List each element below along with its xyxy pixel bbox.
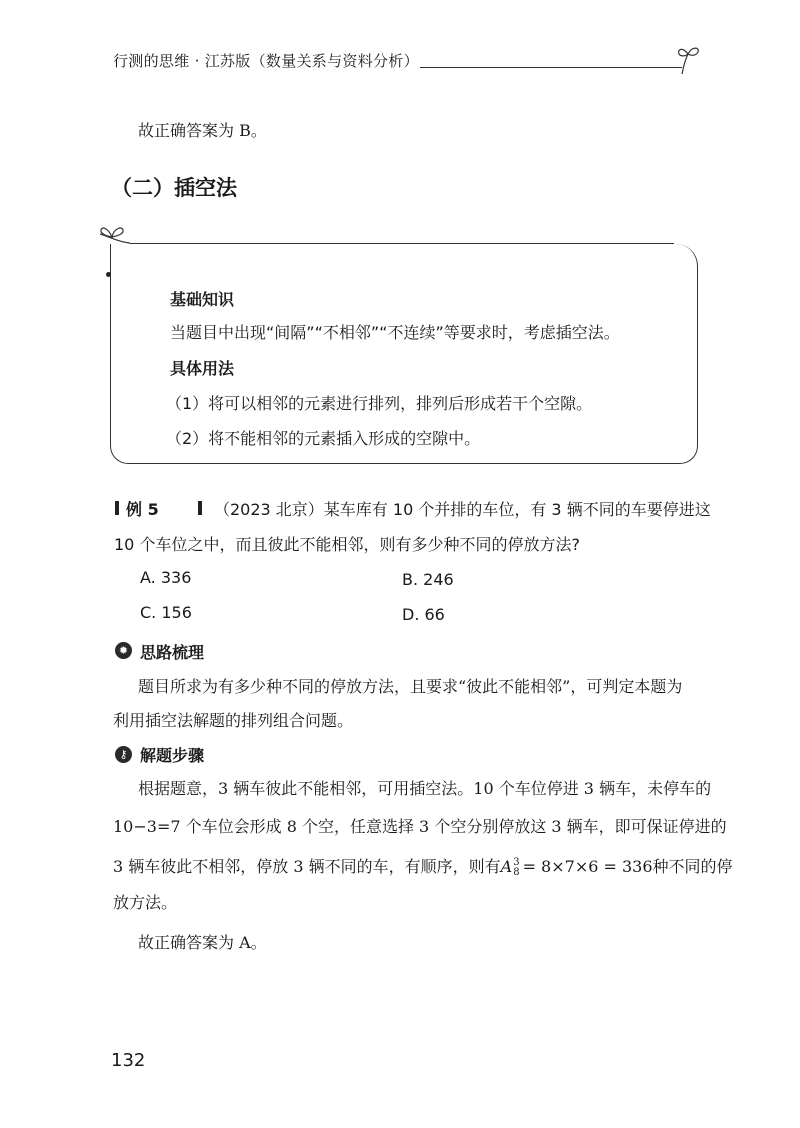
- solution-line-end: = 8×7×6 = 336种不同的停: [522, 857, 733, 876]
- usage-step-1: （1）将可以相邻的元素进行排列，排列后形成若干个空隙。: [166, 394, 593, 413]
- example-marker-left: [115, 501, 119, 515]
- solution-line-with-formula: [113, 850, 733, 884]
- option-a: A. 336: [140, 568, 192, 587]
- solution-line: 10−3=7 个车位会形成 8 个空，任意选择 3 个空分别停放这 3 辆车，即可保证停进的: [113, 817, 727, 836]
- sprout-icon: [676, 44, 702, 78]
- solution-line-start: 3 辆车彼此不相邻，停放 3 辆不同的车，有顺序，则有: [113, 857, 501, 876]
- question-text-line: （2023 北京）某车库有 10 个并排的车位，有 3 辆不同的车要停进这: [214, 500, 711, 519]
- solution-line: 根据题意，3 辆车彼此不能相邻，可用插空法。10 个车位停进 3 辆车，未停车的: [138, 779, 712, 798]
- option-c: C. 156: [140, 603, 192, 622]
- example-marker-right: [198, 501, 202, 515]
- page-number: 132: [111, 1050, 146, 1071]
- usage-heading: 具体用法: [170, 359, 235, 378]
- previous-answer: 故正确答案为 B。: [138, 121, 267, 140]
- section-heading: （二）插空法: [111, 176, 237, 200]
- option-b: B. 246: [402, 570, 454, 589]
- analysis-line: 利用插空法解题的排列组合问题。: [113, 711, 354, 730]
- key-icon: ⚷: [115, 746, 132, 763]
- solution-line: 放方法。: [113, 893, 178, 912]
- solution-heading: 解题步骤: [140, 746, 205, 765]
- final-answer: 故正确答案为 A。: [138, 933, 267, 952]
- analysis-heading: 思路梳理: [140, 643, 205, 662]
- option-d: D. 66: [402, 605, 445, 624]
- running-header-title: 行测的思维 · 江苏版（数量关系与资料分析）: [113, 52, 419, 70]
- sun-gear-icon: ✹: [115, 642, 132, 659]
- question-text-line: 10 个车位之中，而且彼此不能相邻，则有多少种不同的停放方法?: [114, 535, 580, 554]
- basic-knowledge-text: 当题目中出现“间隔”“不相邻”“不连续”等要求时，考虑插空法。: [170, 323, 620, 342]
- permutation-symbol: A 3 8: [500, 856, 520, 878]
- basic-knowledge-heading: 基础知识: [170, 290, 235, 309]
- example-label: 例 5: [126, 500, 159, 519]
- header-rule: [420, 67, 682, 68]
- box-left-rule: [110, 276, 111, 436]
- sprout-icon: [98, 222, 132, 246]
- analysis-line: 题目所求为有多少种不同的停放方法，且要求“彼此不能相邻”，可判定本题为: [138, 677, 683, 696]
- usage-step-2: （2）将不能相邻的元素插入形成的空隙中。: [166, 429, 481, 448]
